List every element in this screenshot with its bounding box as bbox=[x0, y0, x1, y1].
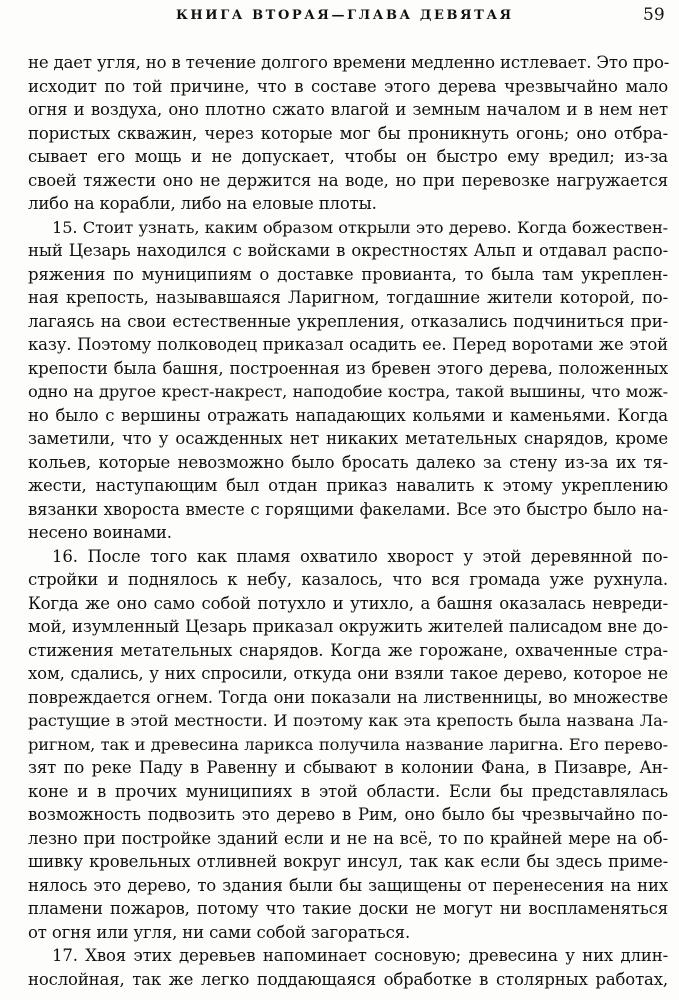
text-line: Когда же оно само собой потухло и утихло, а башня оказалась невреди- bbox=[28, 593, 668, 613]
text-line: растущие в этой местности. И поэтому как эта крепость была названа Ла- bbox=[28, 711, 668, 730]
text-line: коне и в прочих муниципиях в этой области. Если бы представлялась bbox=[28, 781, 668, 801]
running-head: КНИГА ВТОРАЯ—ГЛАВА ДЕВЯТАЯ bbox=[176, 8, 514, 23]
text-line: ный Цезарь находился с войсками в окрестностях Альп и отдавал распо- bbox=[28, 241, 668, 260]
text-line: не дает угля, но в течение долгого времени медленно истлевает. Это про- bbox=[28, 53, 670, 72]
text-line: нялось это дерево, то здания были бы защищены от перенесения на них bbox=[28, 875, 668, 895]
text-line: хом, сдались, у них спросили, откуда они взяли такое дерево, которое не bbox=[28, 664, 668, 683]
text-line: ная крепость, называвшаяся Ларигном, тогдашние жители которой, по- bbox=[28, 288, 668, 307]
text-line: ряжения по муниципиям о доставке провианта, то была там укреплен- bbox=[28, 264, 668, 284]
text-line: лезно при постройке зданий если и не на всё, то по крайней мере на об- bbox=[28, 828, 668, 848]
text-line: возможность подвозить это дерево в Рим, оно было бы чрезвычайно по- bbox=[28, 805, 668, 824]
text-line: вязанки хвороста вместе с горящими факелами. Все это быстро было на- bbox=[28, 499, 668, 519]
text-line: нослойная, так же легко поддающаяся обработке в столярных работах, bbox=[28, 969, 668, 989]
text-line: пламени пожаров, потому что такие доски не могут ни воспламеняться bbox=[28, 899, 668, 918]
text-line: стройки и поднялось к небу, казалось, что вся громада уже рухнула. bbox=[28, 570, 668, 589]
text-line: казу. Поэтому полководец приказал осадить ее. Перед воротами же этой bbox=[28, 335, 668, 354]
text-line: либо на корабли, либо на еловые плоты. bbox=[28, 194, 377, 213]
text-line: шивку кровельных отливней вокруг инсул, так как если бы здесь приме- bbox=[28, 852, 668, 871]
text-line: крепости была башня, построенная из бревен этого дерева, положенных bbox=[28, 358, 668, 378]
text-line: зят по реке Паду в Равенну и сбывают в колонии Фана, в Пизавре, Ан- bbox=[28, 758, 668, 777]
text-line: одно на другое крест-накрест, наподобие костра, такой вышины, что мож- bbox=[28, 382, 668, 401]
text-line: лагаясь на свои естественные укрепления, отказались подчиниться при- bbox=[28, 311, 668, 331]
text-line: стижения метательных снарядов. Когда же горожане, охваченные стра- bbox=[28, 640, 668, 660]
page-header bbox=[0, 5, 679, 27]
page-number: 59 bbox=[643, 5, 665, 25]
text-line: сывает его мощь и не допускает, чтобы он быстро ему вредил; из-за bbox=[28, 147, 668, 166]
text-line: своей тяжести оно не держится на воде, но при перевозке нагружается bbox=[28, 170, 668, 190]
text-line: но было с вершины отражать нападающих кольями и каменьями. Когда bbox=[28, 405, 668, 425]
text-line: повреждается огнем. Тогда они показали на лиственницы, во множестве bbox=[28, 687, 668, 707]
text-line: кольев, которые невозможно было бросать далеко за стену из-за их тя- bbox=[28, 452, 668, 472]
text-line: от огня или угля, ни сами собой загораться. bbox=[28, 922, 411, 942]
text-line: жести, наступающим был отдан приказ навалить к этому укреплению bbox=[28, 476, 668, 495]
text-line: ригном, так и древесина ларикса получила название ларигна. Его перево- bbox=[28, 734, 668, 754]
body-text bbox=[28, 51, 668, 991]
text-line: несено воинами. bbox=[28, 523, 172, 542]
text-line: огня и воздуха, оно плотно сжато влагой и земным началом и в нем нет bbox=[28, 100, 668, 119]
text-line: пористых скважин, через которые мог бы проникнуть огонь; оно отбра- bbox=[28, 123, 668, 143]
paragraph-15-start: 15. Стоит узнать, каким образом открыли это дерево. Когда божествен- bbox=[52, 217, 668, 237]
text-line: исходит по той причине, что в составе этого дерева чрезвычайно мало bbox=[28, 76, 668, 96]
text-line: мой, изумленный Цезарь приказал окружить жителей палисадом вне до- bbox=[28, 617, 668, 636]
text-line: заметили, что у осажденных нет никаких метательных снарядов, кроме bbox=[28, 429, 668, 448]
paragraph-16-start: 16. После того как пламя охватило хворост у этой деревянной по- bbox=[52, 546, 668, 566]
paragraph-17-start: 17. Хвоя этих деревьев напоминает сосновую; древесина у них длин- bbox=[52, 946, 668, 965]
